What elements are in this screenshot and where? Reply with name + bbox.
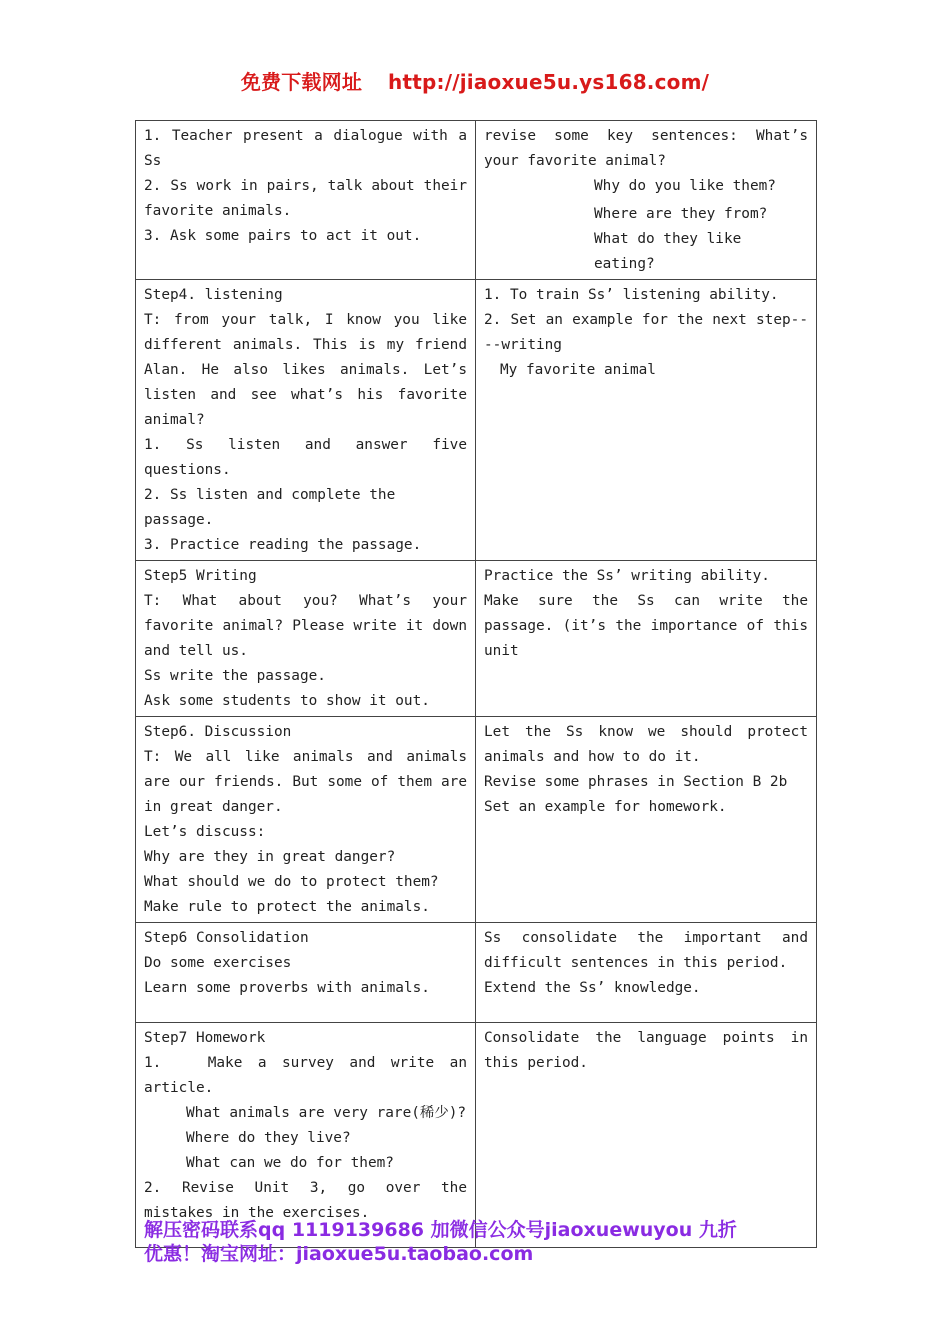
- banner-label: 免费下载网址: [240, 70, 363, 94]
- procedure-line: Where do they live?: [186, 1130, 351, 1146]
- procedure-line: Step6. Discussion: [144, 724, 292, 740]
- procedure-line: T: What about you? What’s your favorite animal? Please write it down and tell us.: [144, 593, 476, 659]
- purpose-line: Let the Ss know we should protect animals and how to do it.: [484, 724, 817, 765]
- banner-url[interactable]: http://jiaoxue5u.ys168.com/: [388, 70, 710, 94]
- procedure-line: 1. Make a survey and write an article.: [144, 1055, 476, 1096]
- procedure-line: What animals are very rare(稀少)?: [186, 1105, 467, 1121]
- purpose-line: Ss consolidate the important and difficult sentences in this period.: [484, 930, 817, 971]
- procedure-line: Learn some proverbs with animals.: [144, 980, 430, 996]
- procedure-cell: [136, 561, 476, 717]
- procedure-line: T: from your talk, I know you like different animals. This is my friend Alan. He also likes animals. Let’s listen and see what’s his favorite animal?: [144, 312, 476, 428]
- purpose-line: Where are they from?: [594, 206, 768, 222]
- purpose-cell: [476, 561, 817, 717]
- table-row: [136, 121, 817, 280]
- purpose-line: Why do you like them?: [594, 178, 776, 194]
- procedure-cell: [136, 717, 476, 923]
- footer-line-1: 解压密码联系qq 1119139686 加微信公众号jiaoxuewuyou 九折: [144, 1219, 737, 1241]
- table-row: [136, 923, 817, 1023]
- procedure-line: 1. Ss listen and answer five questions.: [144, 437, 476, 478]
- purpose-line: Consolidate the language points in this period.: [484, 1030, 817, 1071]
- purpose-line: Practice the Ss’ writing ability.: [484, 568, 770, 584]
- table-row: [136, 561, 817, 717]
- purpose-cell: [476, 280, 817, 561]
- purpose-cell: [476, 717, 817, 923]
- purpose-line: revise some key sentences: What’s your favorite animal?: [484, 128, 817, 169]
- procedure-line: 2. Ss listen and complete the passage.: [144, 487, 404, 528]
- table-row: [136, 1023, 817, 1248]
- procedure-line: 2. Ss work in pairs, talk about their favorite animals.: [144, 178, 476, 219]
- procedure-line: What should we do to protect them?: [144, 874, 439, 890]
- procedure-line: 3. Ask some pairs to act it out.: [144, 228, 422, 244]
- procedure-line: 2. Revise Unit 3, go over the mistakes in the exercises.: [144, 1180, 476, 1221]
- procedure-line: 1. Teacher present a dialogue with a Ss: [144, 128, 476, 169]
- procedure-line: Step5 Writing: [144, 568, 257, 584]
- table-row: [136, 280, 817, 561]
- purpose-line: Make sure the Ss can write the passage. (it’s the importance of this unit: [484, 593, 817, 659]
- procedure-line: Do some exercises: [144, 955, 292, 971]
- purpose-line: My favorite animal: [500, 362, 656, 378]
- procedure-cell: [136, 923, 476, 1023]
- contact-footer: [144, 1218, 804, 1266]
- purpose-cell: [476, 1023, 817, 1248]
- purpose-line: 1. To train Ss’ listening ability.: [484, 287, 779, 303]
- procedure-line: 3. Practice reading the passage.: [144, 537, 422, 553]
- purpose-line: Revise some phrases in Section B 2b: [484, 774, 788, 790]
- purpose-cell: [476, 923, 817, 1023]
- procedure-line: T: We all like animals and animals are our friends. But some of them are in great danger.: [144, 749, 476, 815]
- procedure-line: What can we do for them?: [186, 1155, 394, 1171]
- procedure-line: Step7 Homework: [144, 1030, 266, 1046]
- procedure-line: Step4. listening: [144, 287, 283, 303]
- procedure-line: Ss write the passage.: [144, 668, 326, 684]
- table-row: [136, 717, 817, 923]
- download-banner[interactable]: [0, 66, 950, 95]
- procedure-line: Step6 Consolidation: [144, 930, 309, 946]
- purpose-line: What do they like eating?: [594, 231, 750, 272]
- procedure-line: Why are they in great danger?: [144, 849, 396, 865]
- purpose-cell: [476, 121, 817, 280]
- procedure-line: Let’s discuss:: [144, 824, 266, 840]
- purpose-line: 2. Set an example for the next step----writing: [484, 312, 808, 353]
- footer-line-2[interactable]: 优惠！淘宝网址：jiaoxue5u.taobao.com: [144, 1243, 534, 1265]
- procedure-line: Ask some students to show it out.: [144, 693, 430, 709]
- procedure-cell: [136, 1023, 476, 1248]
- procedure-cell: [136, 280, 476, 561]
- procedure-cell: [136, 121, 476, 280]
- purpose-line: Extend the Ss’ knowledge.: [484, 980, 701, 996]
- procedure-line: Make rule to protect the animals.: [144, 899, 430, 915]
- purpose-line: Set an example for homework.: [484, 799, 727, 815]
- lesson-plan-table: [135, 120, 817, 1248]
